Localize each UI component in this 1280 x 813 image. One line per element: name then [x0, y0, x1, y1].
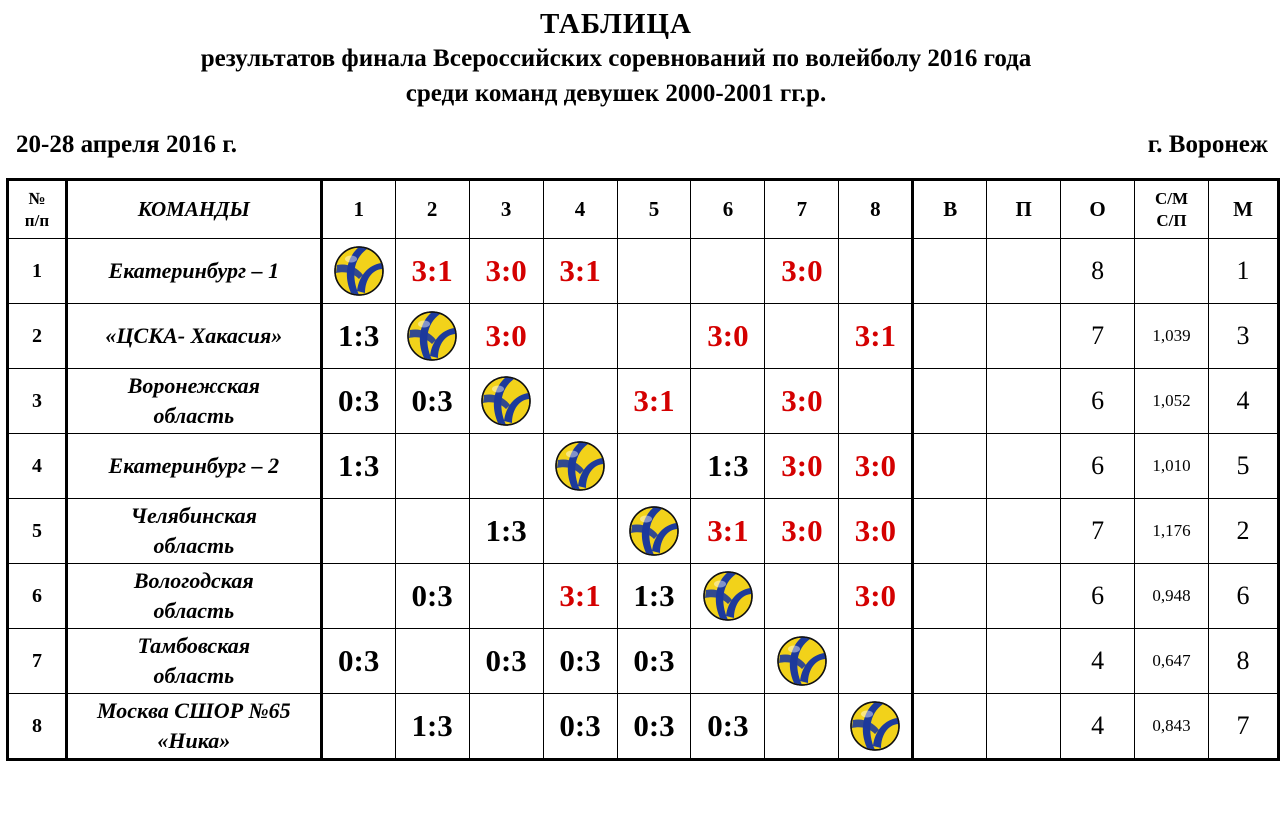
row-number: 2: [8, 304, 67, 369]
match-score-cell: [617, 694, 691, 760]
volleyball-icon: [554, 440, 606, 492]
match-score-cell: [469, 564, 543, 629]
match-score-cell: [765, 629, 839, 694]
wins-cell: [913, 304, 987, 369]
col-header-place: М: [1208, 180, 1278, 239]
table-row: [8, 239, 1279, 304]
points-cell: 6: [1061, 434, 1135, 499]
points-cell: 6: [1061, 564, 1135, 629]
match-score-cell: [469, 499, 543, 564]
score-win: 3:0: [854, 578, 897, 613]
match-score-cell: [839, 499, 913, 564]
place-cell: 7: [1208, 694, 1278, 760]
event-date: 20-28 апреля 2016 г.: [16, 131, 237, 158]
col-header-game-7: 7: [765, 180, 839, 239]
ratio-cell: 1,176: [1135, 499, 1209, 564]
row-number: 7: [8, 629, 67, 694]
match-score-cell: [839, 434, 913, 499]
match-score-cell: [543, 304, 617, 369]
ratio-cell: [1135, 239, 1209, 304]
team-name: «ЦСКА- Хакасия»: [66, 304, 321, 369]
match-score-cell: [617, 304, 691, 369]
volleyball-icon: [628, 505, 680, 557]
match-score-cell: [321, 499, 395, 564]
losses-cell: [987, 304, 1061, 369]
points-cell: 8: [1061, 239, 1135, 304]
col-header-ratio: С/М С/П: [1135, 180, 1209, 239]
match-score-cell: [395, 629, 469, 694]
score-win: 3:1: [559, 253, 601, 288]
match-score-cell: [691, 499, 765, 564]
score-loss: 0:3: [633, 708, 675, 743]
place-cell: 4: [1208, 369, 1278, 434]
match-score-cell: [469, 694, 543, 760]
score-win: 3:1: [854, 318, 897, 353]
col-header-game-8: 8: [839, 180, 913, 239]
col-header-teams: КОМАНДЫ: [66, 180, 321, 239]
match-score-cell: [321, 694, 395, 760]
score-win: 3:0: [781, 253, 823, 288]
points-cell: 7: [1061, 499, 1135, 564]
losses-cell: [987, 629, 1061, 694]
match-score-cell: [321, 629, 395, 694]
points-cell: 4: [1061, 694, 1135, 760]
score-loss: 0:3: [338, 643, 380, 678]
score-loss: 1:3: [633, 578, 675, 613]
match-score-cell: [839, 694, 913, 760]
wins-cell: [913, 694, 987, 760]
match-score-cell: [321, 304, 395, 369]
losses-cell: [987, 369, 1061, 434]
match-score-cell: [617, 434, 691, 499]
points-cell: 6: [1061, 369, 1135, 434]
results-table: [6, 178, 1280, 761]
score-loss: 0:3: [411, 383, 453, 418]
row-number: 6: [8, 564, 67, 629]
match-score-cell: [469, 304, 543, 369]
match-score-cell: [617, 369, 691, 434]
col-header-game-4: 4: [543, 180, 617, 239]
match-score-cell: [691, 434, 765, 499]
table-row: [8, 369, 1279, 434]
table-row: [8, 629, 1279, 694]
match-score-cell: [543, 434, 617, 499]
match-score-cell: [691, 629, 765, 694]
match-score-cell: [765, 304, 839, 369]
col-header-wins: В: [913, 180, 987, 239]
volleyball-icon: [776, 635, 828, 687]
match-score-cell: [395, 499, 469, 564]
match-score-cell: [839, 239, 913, 304]
score-win: 3:0: [781, 513, 823, 548]
match-score-cell: [617, 499, 691, 564]
col-header-num: № п/п: [8, 180, 67, 239]
volleyball-icon: [480, 375, 532, 427]
col-header-game-2: 2: [395, 180, 469, 239]
score-loss: 0:3: [707, 708, 749, 743]
team-name: Воронежская область: [66, 369, 321, 434]
score-win: 3:1: [411, 253, 453, 288]
match-score-cell: [765, 369, 839, 434]
match-score-cell: [839, 369, 913, 434]
place-cell: 1: [1208, 239, 1278, 304]
place-cell: 6: [1208, 564, 1278, 629]
match-score-cell: [469, 369, 543, 434]
volleyball-icon: [702, 570, 754, 622]
match-score-cell: [395, 564, 469, 629]
score-win: 3:0: [854, 448, 897, 483]
team-name: Екатеринбург – 1: [66, 239, 321, 304]
match-score-cell: [839, 564, 913, 629]
row-number: 4: [8, 434, 67, 499]
match-score-cell: [617, 629, 691, 694]
match-score-cell: [691, 369, 765, 434]
ratio-cell: 0,843: [1135, 694, 1209, 760]
ratio-cell: 1,052: [1135, 369, 1209, 434]
match-score-cell: [395, 434, 469, 499]
match-score-cell: [691, 564, 765, 629]
wins-cell: [913, 629, 987, 694]
match-score-cell: [543, 239, 617, 304]
team-name: Москва СШОР №65 «Ника»: [66, 694, 321, 760]
wins-cell: [913, 239, 987, 304]
match-score-cell: [839, 304, 913, 369]
score-loss: 1:3: [707, 448, 749, 483]
table-row: [8, 304, 1279, 369]
table-row: [8, 694, 1279, 760]
match-score-cell: [395, 694, 469, 760]
ratio-cell: 0,647: [1135, 629, 1209, 694]
row-number: 3: [8, 369, 67, 434]
match-score-cell: [691, 694, 765, 760]
match-score-cell: [691, 239, 765, 304]
score-loss: 1:3: [338, 448, 380, 483]
match-score-cell: [765, 499, 839, 564]
match-score-cell: [321, 564, 395, 629]
page-subtitle: результатов финала Всероссийских соревнований по волейболу 2016 года: [200, 45, 1032, 72]
page-subtitle-category: среди команд девушек 2000-2001 гг.р.: [405, 80, 827, 107]
losses-cell: [987, 239, 1061, 304]
match-score-cell: [321, 434, 395, 499]
score-loss: 1:3: [485, 513, 527, 548]
ratio-cell: 1,039: [1135, 304, 1209, 369]
match-score-cell: [395, 369, 469, 434]
score-loss: 1:3: [411, 708, 453, 743]
losses-cell: [987, 564, 1061, 629]
place-cell: 2: [1208, 499, 1278, 564]
match-score-cell: [395, 239, 469, 304]
match-score-cell: [543, 369, 617, 434]
score-loss: 0:3: [411, 578, 453, 613]
row-number: 8: [8, 694, 67, 760]
match-score-cell: [543, 629, 617, 694]
score-win: 3:1: [559, 578, 601, 613]
match-score-cell: [543, 694, 617, 760]
col-header-game-1: 1: [321, 180, 395, 239]
losses-cell: [987, 434, 1061, 499]
volleyball-icon: [406, 310, 458, 362]
match-score-cell: [691, 304, 765, 369]
match-score-cell: [469, 434, 543, 499]
match-score-cell: [617, 239, 691, 304]
match-score-cell: [469, 629, 543, 694]
col-header-game-6: 6: [691, 180, 765, 239]
score-win: 3:1: [707, 513, 749, 548]
wins-cell: [913, 564, 987, 629]
col-header-game-5: 5: [617, 180, 691, 239]
place-cell: 8: [1208, 629, 1278, 694]
col-header-game-3: 3: [469, 180, 543, 239]
table-row: [8, 434, 1279, 499]
score-loss: 0:3: [338, 383, 380, 418]
match-score-cell: [321, 239, 395, 304]
points-cell: 4: [1061, 629, 1135, 694]
score-loss: 1:3: [338, 318, 380, 353]
team-name: Тамбовская область: [66, 629, 321, 694]
row-number: 1: [8, 239, 67, 304]
row-number: 5: [8, 499, 67, 564]
score-loss: 0:3: [559, 708, 601, 743]
match-score-cell: [543, 499, 617, 564]
team-name: Челябинская область: [66, 499, 321, 564]
losses-cell: [987, 499, 1061, 564]
score-win: 3:0: [781, 383, 823, 418]
event-city: г. Воронеж: [1147, 131, 1268, 158]
match-score-cell: [765, 564, 839, 629]
ratio-cell: 0,948: [1135, 564, 1209, 629]
wins-cell: [913, 499, 987, 564]
match-score-cell: [765, 239, 839, 304]
score-win: 3:0: [485, 253, 527, 288]
score-win: 3:0: [485, 318, 527, 353]
score-win: 3:0: [707, 318, 749, 353]
match-score-cell: [543, 564, 617, 629]
team-name: Вологодская область: [66, 564, 321, 629]
page-title: ТАБЛИЦА: [540, 8, 692, 40]
place-cell: 5: [1208, 434, 1278, 499]
volleyball-icon: [849, 700, 901, 752]
col-header-losses: П: [987, 180, 1061, 239]
table-row: [8, 564, 1279, 629]
score-win: 3:0: [854, 513, 897, 548]
wins-cell: [913, 369, 987, 434]
col-header-points: О: [1061, 180, 1135, 239]
table-row: [8, 499, 1279, 564]
points-cell: 7: [1061, 304, 1135, 369]
match-score-cell: [321, 369, 395, 434]
ratio-cell: 1,010: [1135, 434, 1209, 499]
score-loss: 0:3: [633, 643, 675, 678]
score-loss: 0:3: [485, 643, 527, 678]
score-win: 3:0: [781, 448, 823, 483]
match-score-cell: [617, 564, 691, 629]
score-win: 3:1: [633, 383, 675, 418]
wins-cell: [913, 434, 987, 499]
score-loss: 0:3: [559, 643, 601, 678]
place-cell: 3: [1208, 304, 1278, 369]
team-name: Екатеринбург – 2: [66, 434, 321, 499]
table-header-row: [8, 180, 1279, 239]
match-score-cell: [395, 304, 469, 369]
volleyball-icon: [333, 245, 385, 297]
match-score-cell: [765, 434, 839, 499]
match-score-cell: [839, 629, 913, 694]
losses-cell: [987, 694, 1061, 760]
match-score-cell: [469, 239, 543, 304]
match-score-cell: [765, 694, 839, 760]
